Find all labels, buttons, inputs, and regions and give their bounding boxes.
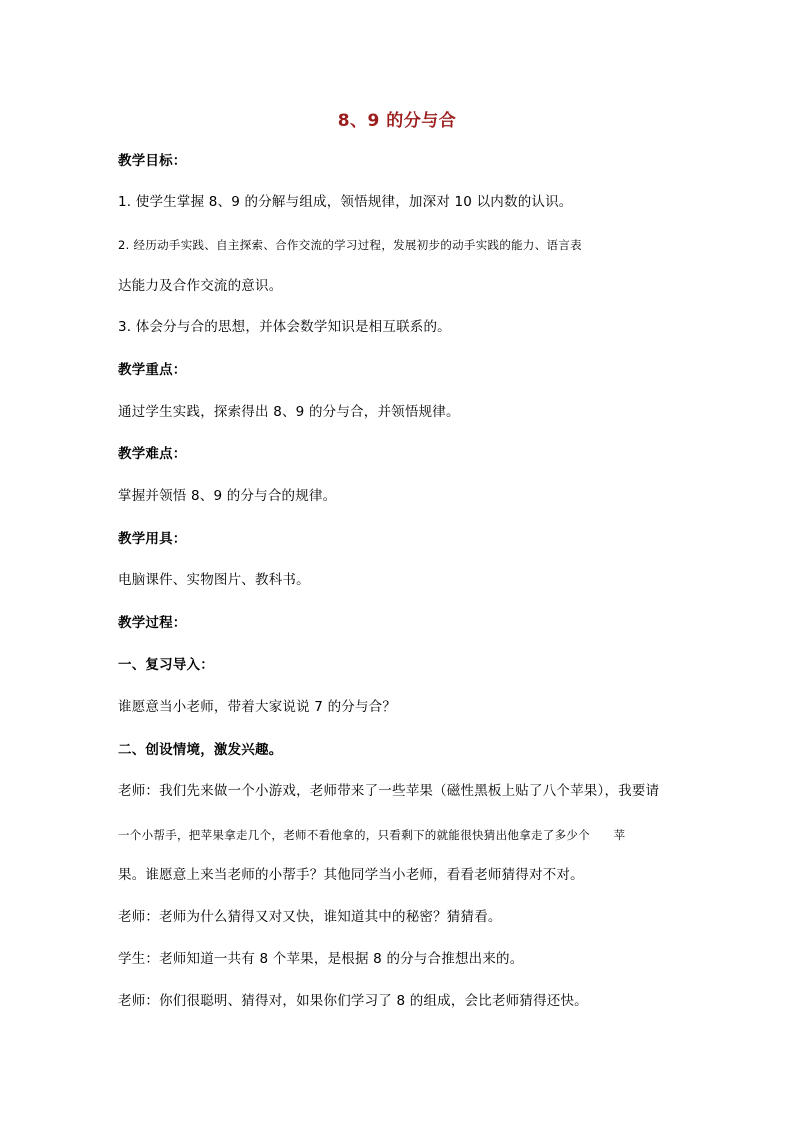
goal-item-1: 1. 使学生掌握 8、9 的分解与组成，领悟规律，加深对 10 以内数的认识。 [118,194,573,210]
heading-teaching-goals: 教学目标： [118,153,187,169]
difficulties-text: 掌握并领悟 8、9 的分与合的规律。 [118,488,337,504]
dialogue-student-1: 学生：老师知道一共有 8 个苹果，是根据 8 的分与合推想出来的。 [118,951,524,967]
dialogue-teacher-1-end: 果。谁愿意上来当老师的小帮手？其他同学当小老师，看看老师猜得对不对。 [118,867,584,883]
heading-teaching-tools: 教学用具： [118,531,187,547]
heading-review-intro: 一、复习导入： [118,657,214,673]
heading-difficulties: 教学难点： [118,446,187,462]
dialogue-teacher-3: 老师：你们很聪明、猜得对，如果你们学习了 8 的组成，会比老师猜得还快。 [118,993,588,1009]
goal-item-2: 2. 经历动手实践、自主探索、合作交流的学习过程，发展初步的动手实践的能力、语言表 [118,238,582,252]
dialogue-teacher-1: 老师：我们先来做一个小游戏，老师带来了一些苹果（磁性黑板上贴了八个苹果），我要请 [118,783,660,799]
heading-create-scenario: 二、创设情境，激发兴趣。 [118,742,283,758]
review-intro-text: 谁愿意当小老师，带着大家说说 7 的分与合？ [118,699,397,715]
heading-teaching-process: 教学过程： [118,615,187,631]
dialogue-teacher-1-continued: 一个小帮手，把苹果拿走几个，老师不看他拿的，只看剩下的就能很快猜出他拿走了多少个 苹 [118,828,626,842]
document-title: 8、9 的分与合 [337,111,457,131]
goal-item-3: 3. 体会分与合的思想，并体会数学知识是相互联系的。 [118,319,451,335]
teaching-tools-text: 电脑课件、实物图片、教科书。 [118,572,310,588]
dialogue-teacher-2: 老师：老师为什么猜得又对又快，谁知道其中的秘密？猜猜看。 [118,909,502,925]
key-points-text: 通过学生实践，探索得出 8、9 的分与合，并领悟规律。 [118,404,460,420]
goal-item-2-continued: 达能力及合作交流的意识。 [118,278,283,294]
heading-key-points: 教学重点： [118,362,187,378]
